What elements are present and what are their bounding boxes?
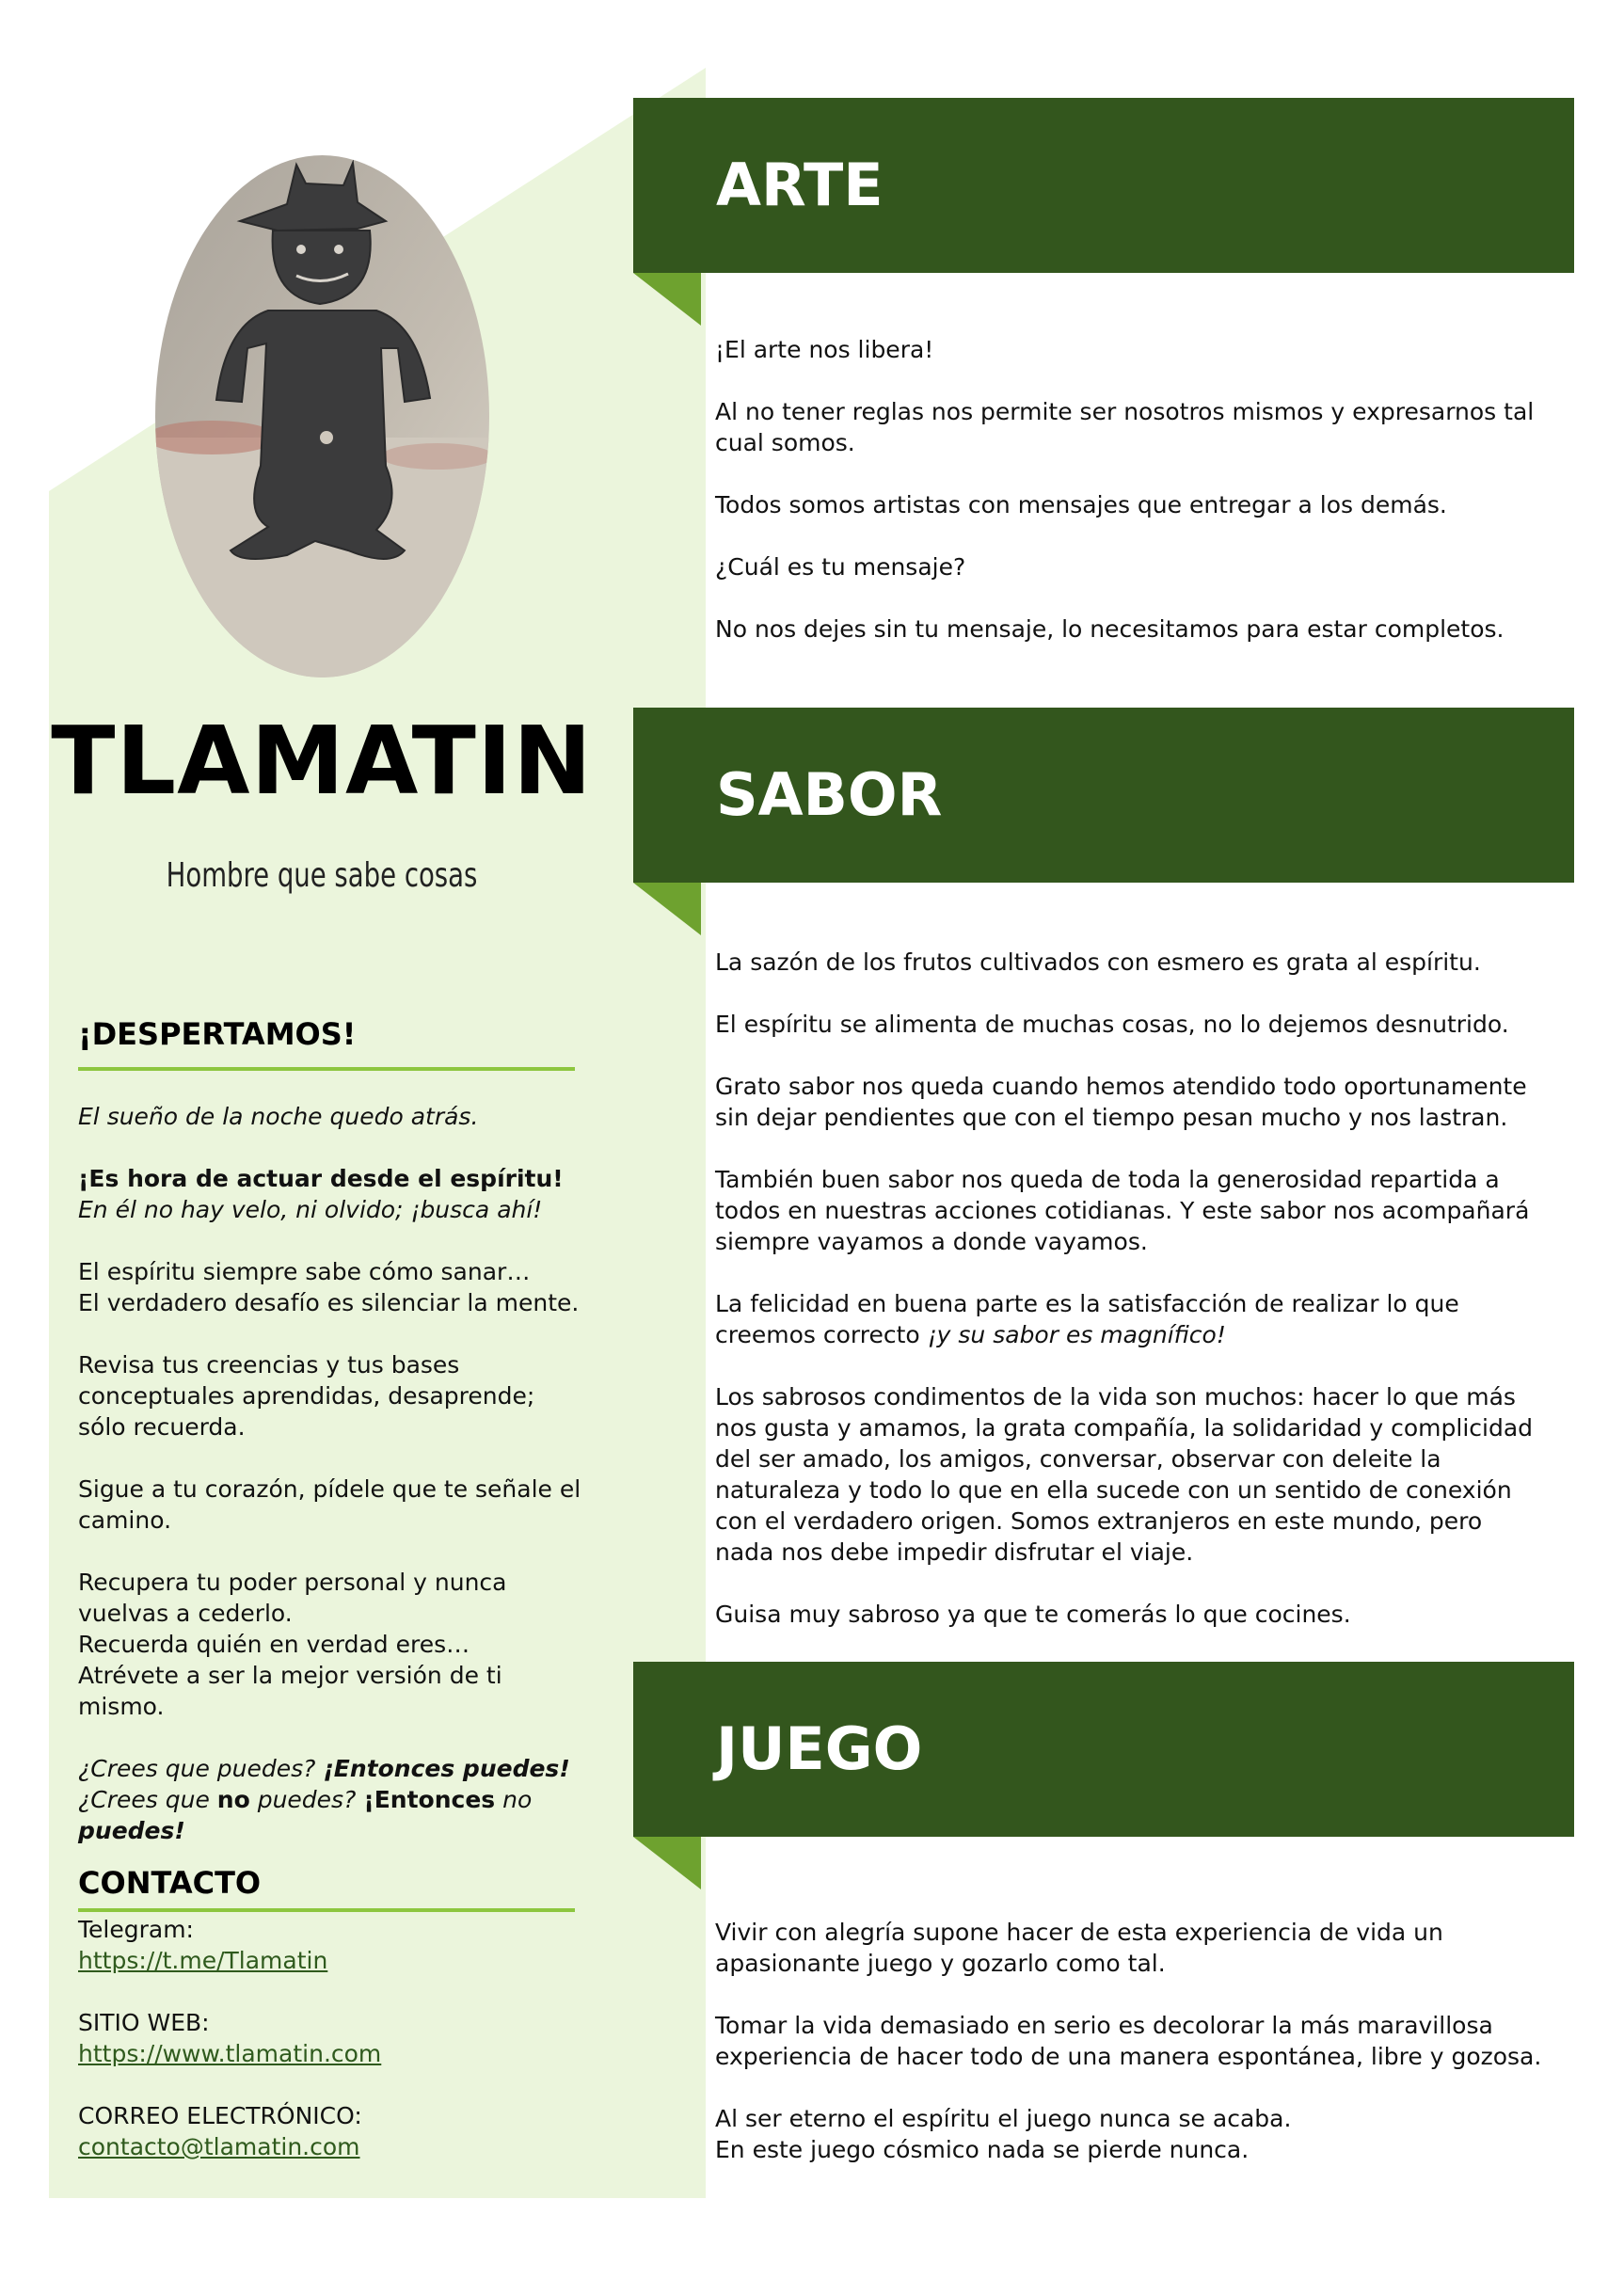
- despertamos-p4: Revisa tus creencias y tus bases conceptuales aprendidas, desaprende; sólo recuerda.: [78, 1351, 535, 1441]
- sabor-text: [715, 947, 1543, 1630]
- juego-text: [715, 1917, 1543, 2165]
- arte-banner: [633, 98, 1574, 273]
- sabor-p7: Guisa muy sabroso ya que te comerás lo que cocines.: [715, 1601, 1351, 1628]
- arte-title: ARTE: [716, 151, 884, 219]
- arte-p3: Todos somos artistas con mensajes que entregar a los demás.: [715, 491, 1447, 518]
- arte-banner-tab: [633, 273, 701, 326]
- juego-p2: Tomar la vida demasiado en serio es decolorar la más maravillosa experiencia de hacer todo de una manera espontánea, libre y gozosa.: [715, 2012, 1542, 2070]
- despertamos-p2: ¡Es hora de actuar desde el espíritu! En él no hay velo, ni olvido; ¡busca ahí!: [78, 1165, 564, 1223]
- despertamos-p3: El espíritu siempre sabe cómo sanar… El verdadero desafío es silenciar la mente.: [78, 1258, 580, 1316]
- juego-p3: Al ser eterno el espíritu el juego nunca se acaba. En este juego cósmico nada se pierde nunca.: [715, 2105, 1292, 2163]
- contact-web: SITIO WEB: https://www.tlamatin.com: [78, 2009, 382, 2067]
- despertamos-text: [78, 1101, 586, 1846]
- juego-title: JUEGO: [716, 1714, 923, 1783]
- despertamos-divider: [78, 1067, 575, 1071]
- contact-telegram: Telegram: https://t.me/Tlamatin: [78, 1916, 328, 1974]
- sabor-p4: También buen sabor nos queda de toda la generosidad repartida a todos en nuestras acciones cotidianas. Y este sabor nos acompañará siempre vayamos a donde vayamos.: [715, 1166, 1530, 1255]
- website-link[interactable]: https://www.tlamatin.com: [78, 2040, 382, 2067]
- sabor-p6: Los sabrosos condimentos de la vida son muchos: hacer lo que más nos gusta y amamos, la grata compañía, la solidaridad y complicidad del ser amado, los amigos, conversar, observar con deleite la naturaleza y todo lo que en ella sucede con un sentido de conexión con el verdadero origen. Somos extranjeros en este mundo, pero nada nos debe impedir disfrutar el viaje.: [715, 1383, 1534, 1566]
- email-link[interactable]: contacto@tlamatin.com: [78, 2133, 360, 2160]
- arte-p5: No nos dejes sin tu mensaje, lo necesitamos para estar completos.: [715, 615, 1505, 643]
- brand-title: TLAMATIN: [51, 706, 593, 816]
- despertamos-heading: ¡DESPERTAMOS!: [78, 1016, 357, 1052]
- sabor-p2: El espíritu se alimenta de muchas cosas, no lo dejemos desnutrido.: [715, 1011, 1509, 1038]
- sabor-banner-tab: [633, 883, 701, 935]
- arte-p1: ¡El arte nos libera!: [715, 336, 934, 363]
- contact-email: CORREO ELECTRÓNICO: contacto@tlamatin.com: [78, 2102, 362, 2160]
- despertamos-p7: ¿Crees que puedes? ¡Entonces puedes! ¿Crees que no puedes? ¡Entonces no puedes!: [78, 1755, 570, 1844]
- sabor-p1: La sazón de los frutos cultivados con esmero es grata al espíritu.: [715, 948, 1481, 976]
- juego-banner: [633, 1662, 1574, 1837]
- sabor-p5: La felicidad en buena parte es la satisfacción de realizar lo que creemos correcto ¡y su sabor es magnífico!: [715, 1290, 1459, 1348]
- despertamos-p6: Recupera tu poder personal y nunca vuelvas a cederlo. Recuerda quién en verdad eres… Atrévete a ser la mejor versión de ti mismo.: [78, 1569, 507, 1720]
- contacto-list: [78, 1914, 586, 2193]
- juego-p1: Vivir con alegría supone hacer de esta experiencia de vida un apasionante juego y gozarlo como tal.: [715, 1919, 1443, 1977]
- arte-text: [715, 334, 1543, 645]
- arte-p4: ¿Cuál es tu mensaje?: [715, 553, 966, 581]
- despertamos-p5: Sigue a tu corazón, pídele que te señale el camino.: [78, 1475, 581, 1534]
- contacto-heading: CONTACTO: [78, 1865, 262, 1901]
- telegram-link[interactable]: https://t.me/Tlamatin: [78, 1947, 328, 1974]
- contacto-divider: [78, 1908, 575, 1912]
- despertamos-p1: El sueño de la noche quedo atrás.: [78, 1103, 479, 1130]
- sabor-p3: Grato sabor nos queda cuando hemos atendido todo oportunamente sin dejar pendientes que con el tiempo pesan mucho y nos lastran.: [715, 1073, 1527, 1131]
- sabor-banner: [633, 708, 1574, 883]
- sabor-title: SABOR: [716, 760, 943, 829]
- brand-subtitle: Hombre que sabe cosas: [166, 856, 478, 895]
- arte-p2: Al no tener reglas nos permite ser nosotros mismos y expresarnos tal cual somos.: [715, 398, 1535, 456]
- figure-portrait: [155, 155, 489, 677]
- juego-banner-tab: [633, 1837, 701, 1889]
